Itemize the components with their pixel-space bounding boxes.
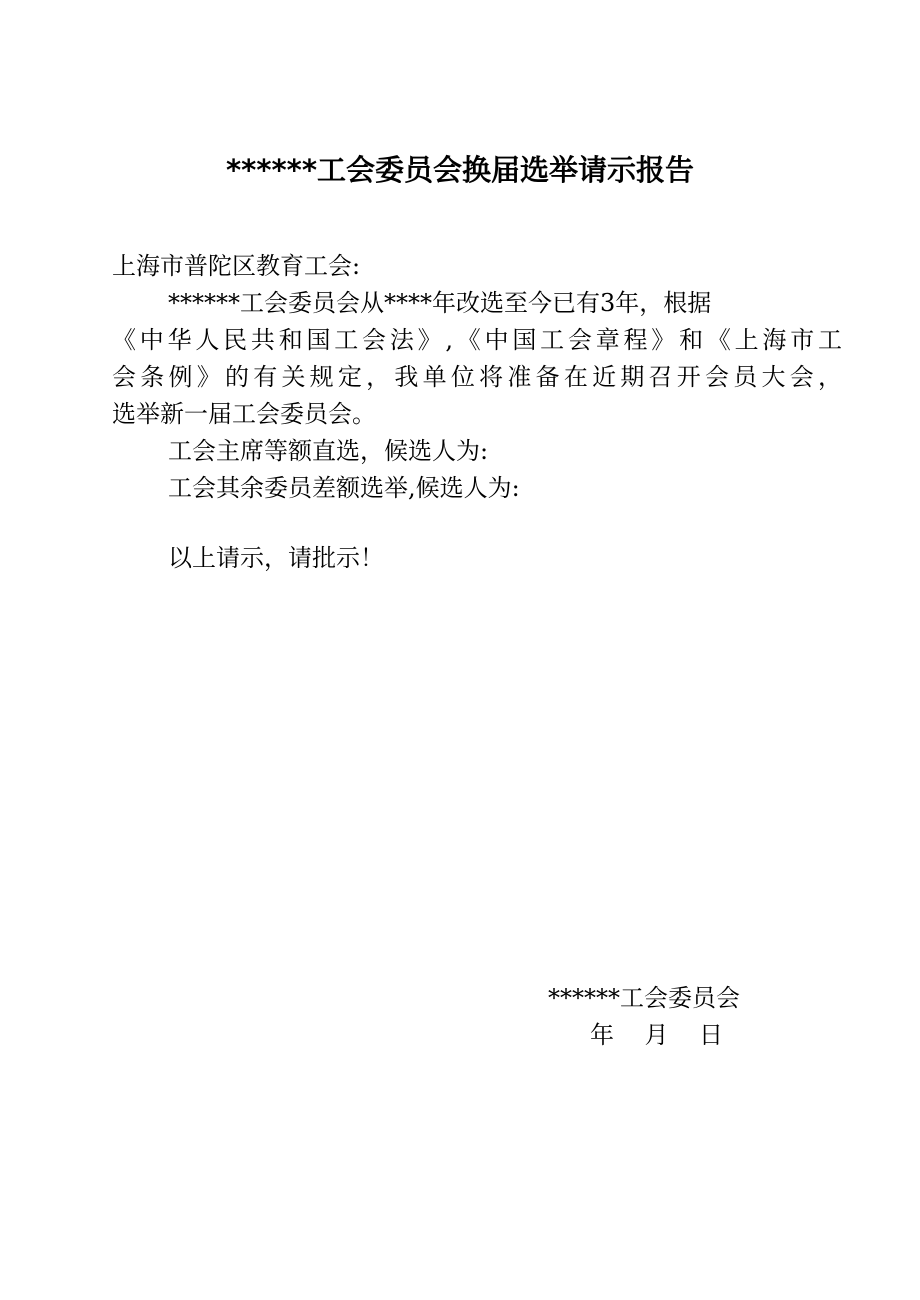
closing-text: 以上请示，请批示！ [168,544,384,572]
closing-line [112,540,842,577]
paragraph-line-3: 会条例》的有关规定，我单位将准备在近期召开会员大会， [112,363,842,391]
body-paragraph [112,285,842,507]
signature-date: 年 月 日 [590,1021,724,1049]
signature-organization: ******工会委员会 [548,984,740,1012]
paragraph-line-4: 选举新一届工会委员会。 [112,400,376,428]
member-candidates-line: 工会其余委员差额选举,候选人为: [168,474,520,502]
recipient-line: 上海市普陀区教育工会: [112,252,361,280]
chairman-candidates-line: 工会主席等额直选，候选人为: [168,437,489,465]
paragraph-line-1: ******工会委员会从****年改选至今已有3年，根据 [168,289,712,317]
document-title: ******工会委员会换届选举请示报告 [226,153,694,187]
paragraph-line-2: 《中华人民共和国工会法》,《中国工会章程》和《上海市工 [112,326,842,354]
